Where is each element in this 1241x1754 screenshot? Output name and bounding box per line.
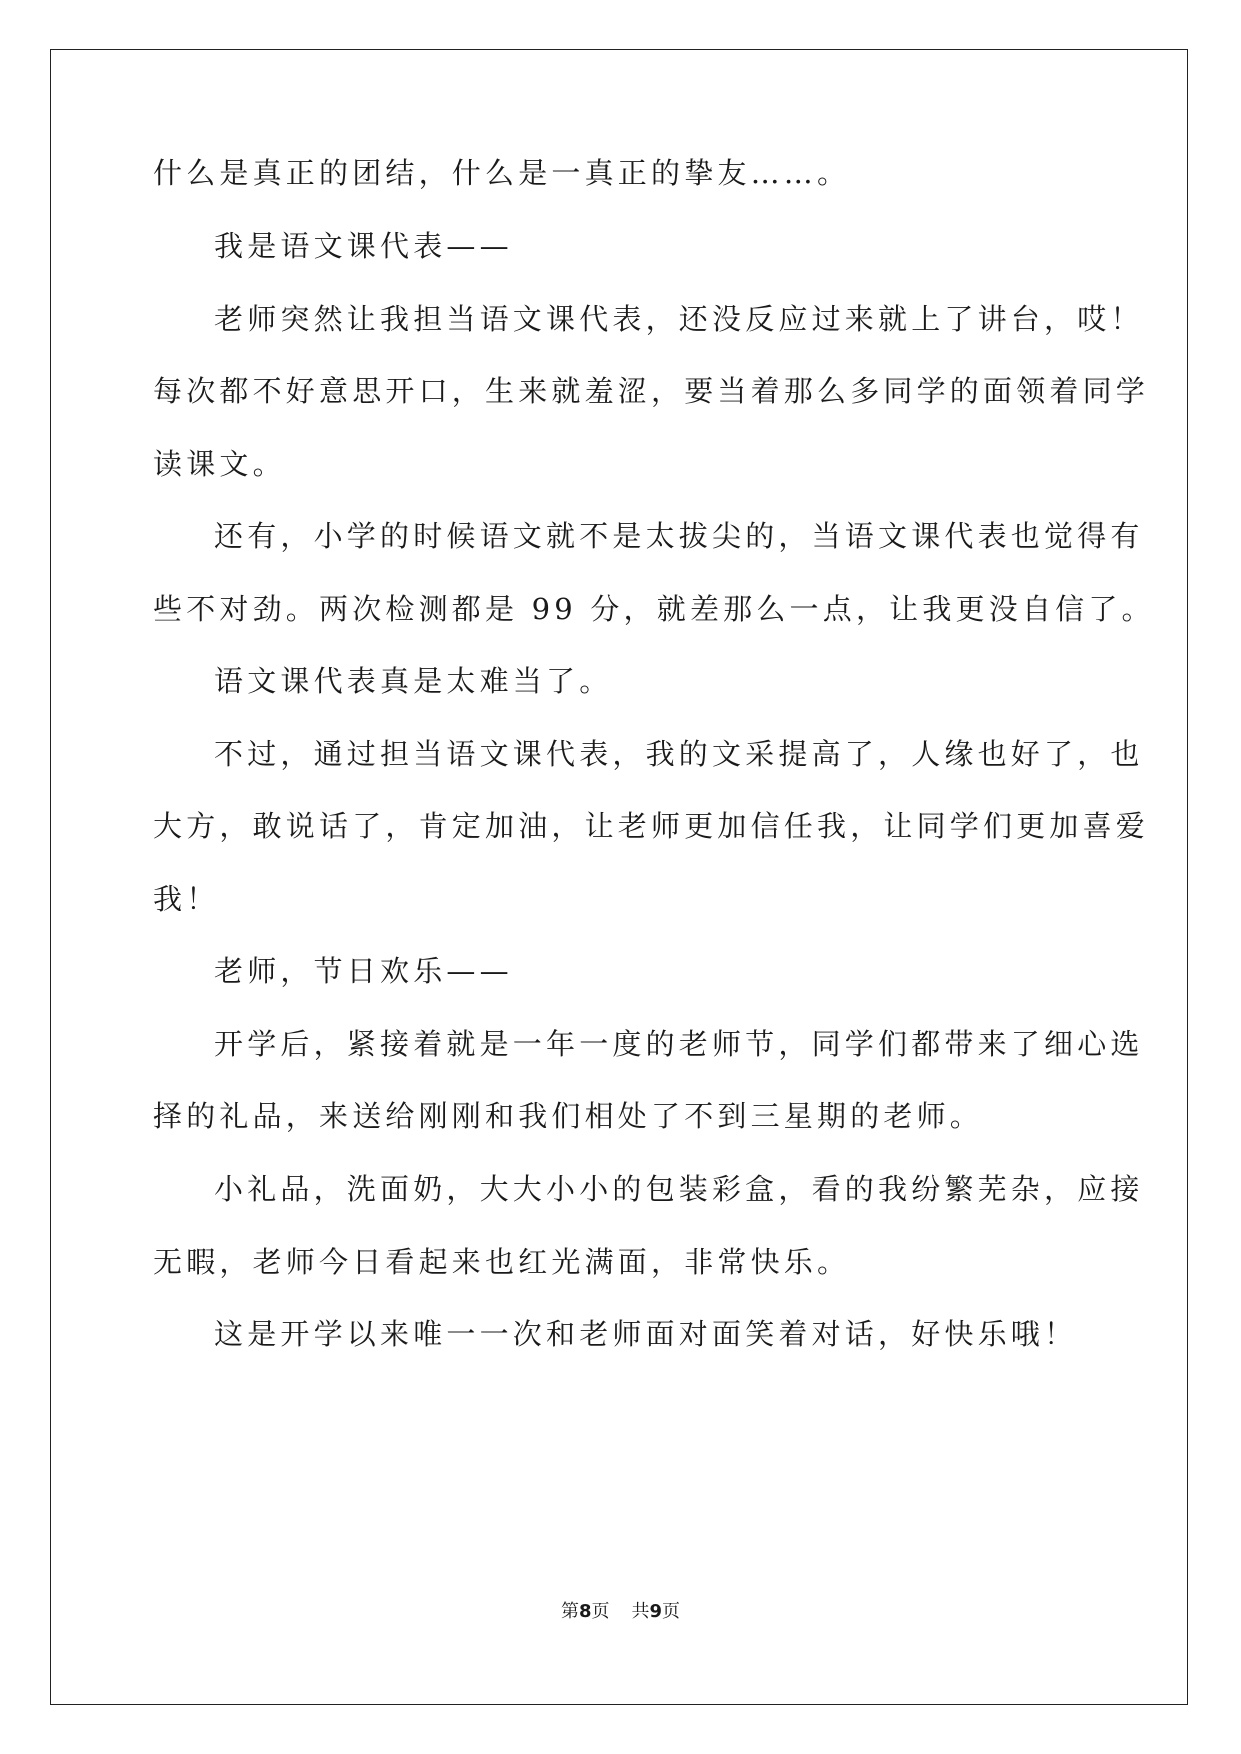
paragraph-heading: 我是语文课代表—— [214,229,513,263]
text-line: 我！ [153,882,220,916]
text-line: 语文课代表真是太难当了。 [214,664,613,698]
text-line: 大方，敢说话了，肯定加油，让老师更加信任我，让同学们更加喜爱 [153,809,1150,843]
text-line: 不过，通过担当语文课代表，我的文采提高了，人缘也好了，也 [214,737,1144,771]
page-current: 8 [578,1601,592,1622]
text-line: 择的礼品，来送给刚刚和我们相处了不到三星期的老师。 [153,1099,984,1133]
paragraph-heading: 老师，节日欢乐—— [214,954,513,988]
text-line: 老师突然让我担当语文课代表，还没反应过来就上了讲台，哎！ [214,302,1144,336]
page-prefix: 第 [560,1601,579,1622]
page-border [50,49,1188,1705]
text-line: 些不对劲。两次检测都是 99 分，就差那么一点，让我更没自信了。 [153,592,1155,626]
page-total: 9 [649,1601,663,1622]
text-line: 开学后，紧接着就是一年一度的老师节，同学们都带来了细心选 [214,1027,1144,1061]
page-footer [0,1600,1241,1624]
text-line: 这是开学以来唯一一次和老师面对面笑着对话，好快乐哦！ [214,1317,1078,1351]
text-line: 什么是真正的团结，什么是一真正的挚友……。 [153,156,851,190]
text-line: 还有，小学的时候语文就不是太拔尖的，当语文课代表也觉得有 [214,519,1144,553]
text-line: 小礼品，洗面奶，大大小小的包装彩盒，看的我纷繁芜杂，应接 [214,1172,1144,1206]
text-line: 无暇，老师今日看起来也红光满面，非常快乐。 [153,1245,851,1279]
text-line: 每次都不好意思开口，生来就羞涩，要当着那么多同学的面领着同学 [153,374,1150,408]
text-line: 读课文。 [153,447,286,481]
page-suffix: 页 [591,1601,610,1622]
total-suffix: 页 [662,1601,681,1622]
total-prefix: 共 [631,1601,650,1622]
